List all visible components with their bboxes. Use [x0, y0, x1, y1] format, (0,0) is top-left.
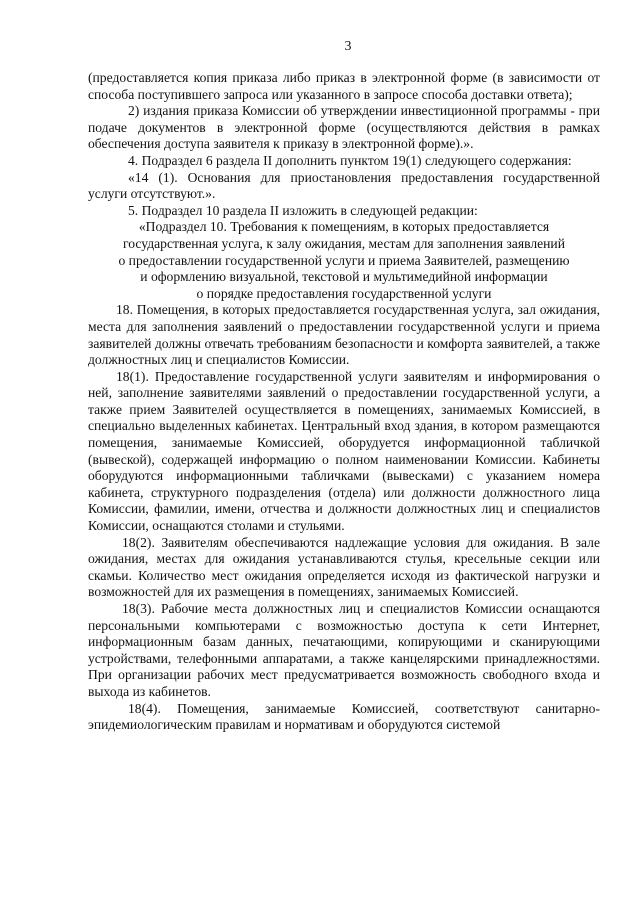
paragraph-18-2: 18(2). Заявителям обеспечиваются надлежащие условия для ожидания. В зале ожидания, местах для ожидания устанавливаются стулья, кресельные секции или скамьи. Количество мест ожидания определяется исходя из фактической нагрузки и возможностей для их размещения в помещениях, занимаемых Комиссией. [88, 534, 600, 600]
paragraph-18-3: 18(3). Рабочие места должностных лиц и специалистов Комиссии оснащаются персональными компьютерами с возможностью доступа к сети Интернет, информационным базам данных, печатающими, копирующими и сканирующими устройствами, телефонными аппаратами, а также канцелярскими принадлежностями. При организации рабочих мест предусматривается возможность свободного входа и выхода из кабинетов. [88, 601, 600, 699]
paragraph-item-2: 2) издания приказа Комиссии об утверждении инвестиционной программы - при подаче документов в электронной форме (осуществляются действия в рамках обеспечения доступа заявителя к приказу в электронной форме).». [88, 103, 600, 152]
paragraph-18-1: 18(1). Предоставление государственной услуги заявителям и информирования о ней, заполнение заявителями заявлений о предоставлении государственной услуги, а также прием Заявителей осуществляется в помещениях, занимаемых Комиссией, в специально выделенных кабинетах. Центральный вход здания, в котором размещаются помещения, занимаемые Комиссией, оборудуется информационной табличкой (вывеской), содержащей информацию о полном наименовании Комиссии. Кабинеты оборудуются информационными табличками (вывесками) с указанием номера кабинета, структурного подразделения (отдела) или должности должностного лица Комиссии, фамилии, имени, отчества и должности должностных лиц и специалистов Комиссии, оснащаются столами и стульями. [88, 368, 600, 534]
paragraph-amendment-5: 5. Подраздел 10 раздела II изложить в следующей редакции: [128, 202, 478, 218]
page-number: 3 [344, 39, 352, 54]
heading-line: «Подраздел 10. Требования к помещениям, в которых предоставляется [138, 219, 550, 235]
heading-line: и оформлению визуальной, текстовой и мультимедийной информации [140, 269, 548, 285]
paragraph-continuation: (предоставляется копия приказа либо приказ в электронной форме (в зависимости от способа поступившего запроса или указанного в запросе способа доставки ответа); [88, 70, 600, 102]
paragraph-clause-14-1: «14 (1). Основания для приостановления предоставления государственной услуги отсутствуют.». [88, 169, 600, 202]
heading-line: государственная услуга, к залу ожидания, местам для заполнения заявлений [123, 235, 565, 251]
paragraph-amendment-4: 4. Подраздел 6 раздела II дополнить пунктом 19(1) следующего содержания: [128, 152, 572, 168]
paragraph-18: 18. Помещения, в которых предоставляется государственная услуга, зал ожидания, места для заполнения заявлений о предоставлении государственной услуги и приема заявителей должны отвечать требованиям безопасности и комфорта заявителей, а также должностных лиц и специалистов Комиссии. [88, 302, 600, 368]
subsection-heading [88, 219, 600, 302]
heading-line: о предоставлении государственной услуги и приема Заявителей, размещению [118, 252, 570, 268]
heading-line: о порядке предоставления государственной услуги [196, 285, 492, 301]
paragraph-18-4: 18(4). Помещения, занимаемые Комиссией, соответствуют санитарно-эпидемиологическим правилам и нормативам и оборудуются системой [88, 700, 600, 733]
